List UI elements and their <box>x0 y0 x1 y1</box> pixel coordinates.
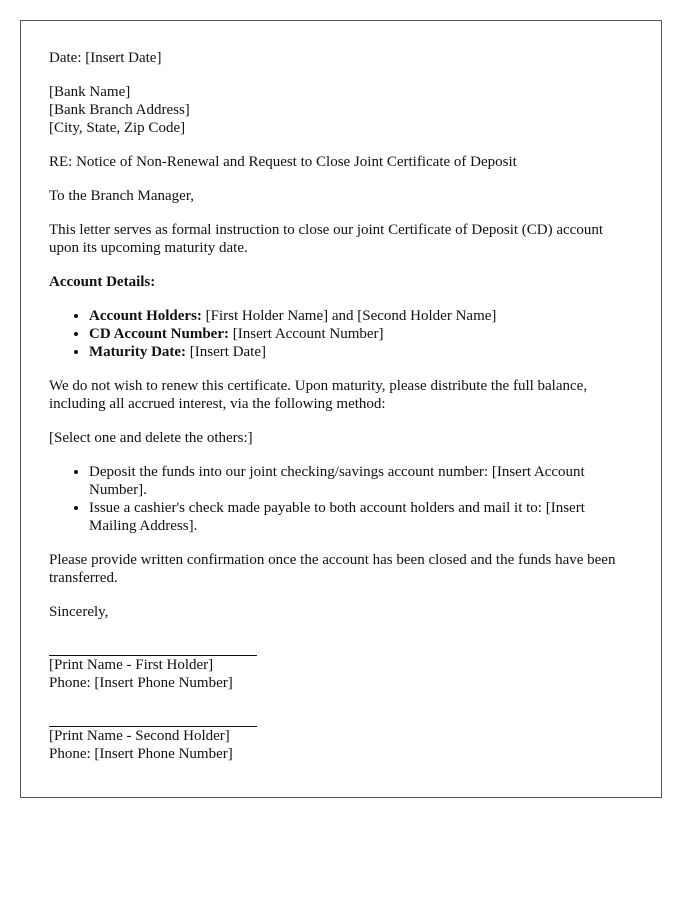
maturity-date-label: Maturity Date: <box>89 344 187 360</box>
letter-page <box>20 20 662 798</box>
signature-line <box>49 708 257 727</box>
date-line: Date: [Insert Date] <box>49 50 162 66</box>
salutation: To the Branch Manager, <box>49 188 194 204</box>
print-name-first-holder: [Print Name - First Holder] <box>49 657 214 673</box>
bank-city-state-zip: [City, State, Zip Code] <box>49 120 186 136</box>
account-holders-label: Account Holders: <box>89 308 202 324</box>
bank-branch-address: [Bank Branch Address] <box>49 102 190 118</box>
renewal-paragraph: We do not wish to renew this certificate. Upon maturity, please distribute the full balance, including all accrued interest, via the following method: <box>49 378 588 412</box>
bank-address <box>49 83 633 137</box>
account-holders-value: [First Holder Name] and [Second Holder Name] <box>201 308 497 324</box>
account-details-heading <box>49 273 633 291</box>
closing: Sincerely, <box>49 604 109 620</box>
intro-paragraph: This letter serves as formal instruction to close our joint Certificate of Deposit (CD) account upon its upcoming maturity date. <box>49 222 604 256</box>
cd-account-number-label: CD Account Number: <box>89 326 229 342</box>
subject-line: RE: Notice of Non-Renewal and Request to Close Joint Certificate of Deposit <box>49 154 517 170</box>
confirmation-paragraph: Please provide written confirmation once the account has been closed and the funds have been transferred. <box>49 552 616 586</box>
cd-account-number-value: [Insert Account Number] <box>229 326 384 342</box>
distribution-methods-list <box>49 463 633 535</box>
account-details-list <box>49 307 633 361</box>
phone-second-holder: Phone: [Insert Phone Number] <box>49 746 233 762</box>
signature-block-first <box>49 637 633 692</box>
list-item <box>89 325 633 343</box>
signature-line <box>49 637 257 656</box>
account-details-heading-text: Account Details: <box>49 274 156 290</box>
list-item: • Issue a cashier's check made payable to both account holders and mail it to: [Insert Mailing Address]. <box>89 499 633 535</box>
signature-block-second <box>49 708 633 763</box>
list-item <box>89 343 633 361</box>
phone-first-holder: Phone: [Insert Phone Number] <box>49 675 233 691</box>
maturity-date-value: [Insert Date] <box>186 344 267 360</box>
print-name-second-holder: [Print Name - Second Holder] <box>49 728 230 744</box>
list-item <box>89 307 633 325</box>
select-instruction: [Select one and delete the others:] <box>49 430 253 446</box>
list-item: • Deposit the funds into our joint checking/savings account number: [Insert Account Number]. <box>89 463 633 499</box>
bank-name: [Bank Name] <box>49 84 131 100</box>
